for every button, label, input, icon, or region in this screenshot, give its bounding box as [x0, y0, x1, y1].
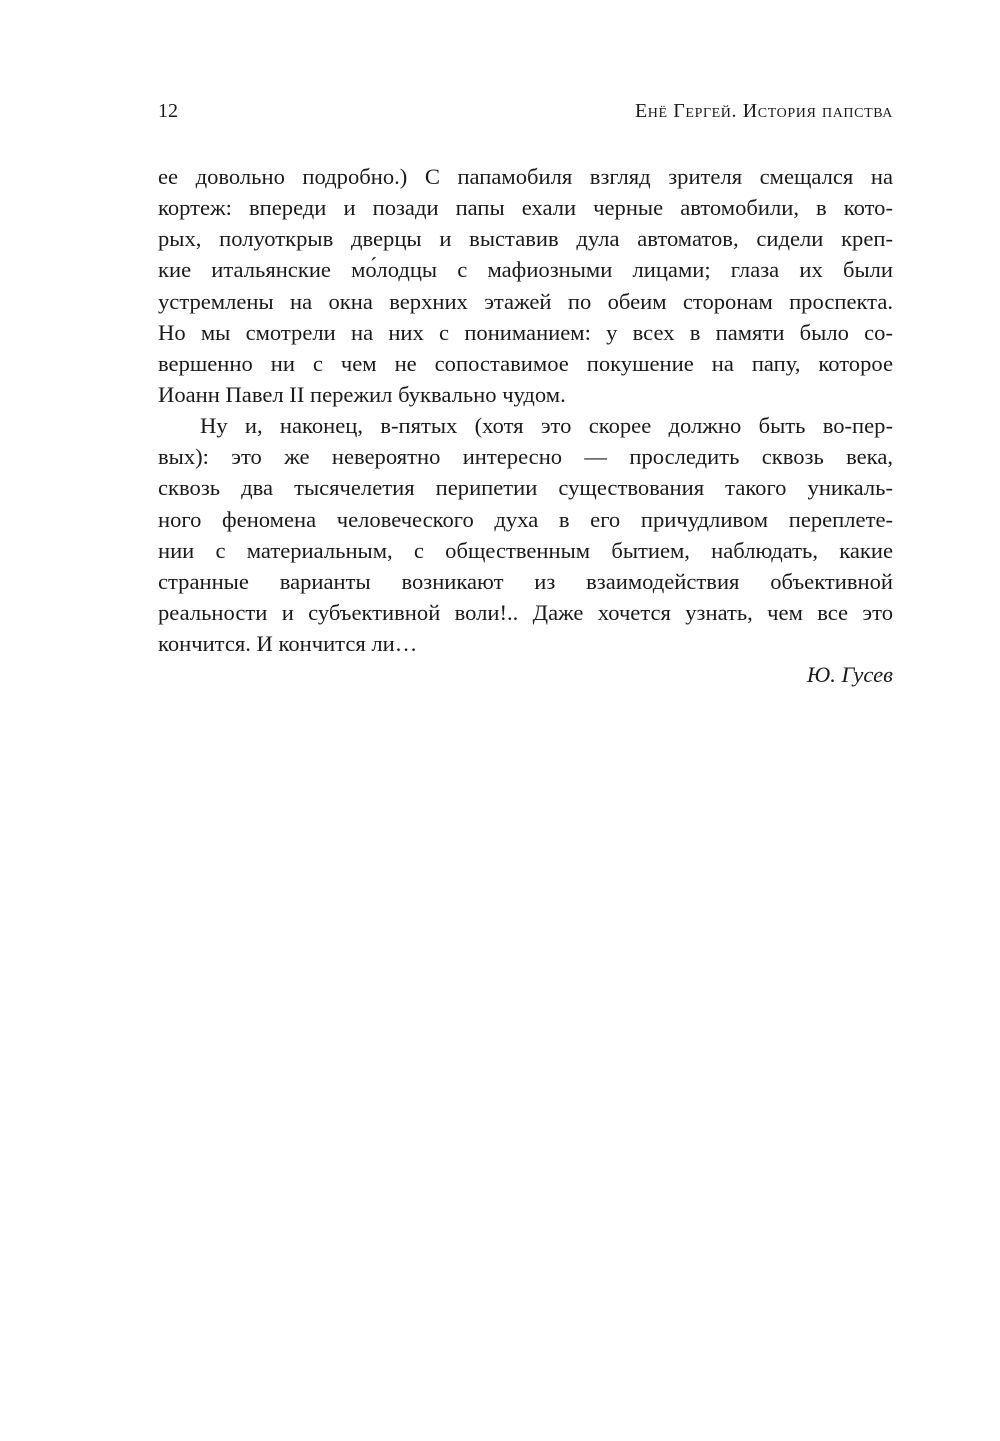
text-line: ного феномена человеческого духа в его причудливом переплете-: [158, 506, 893, 532]
page-header: [158, 100, 893, 130]
text-line: сквозь два тысячелетия перипетии существования такого уникаль-: [158, 475, 893, 501]
paragraph: [158, 410, 893, 659]
text-line: кортеж: впереди и позади папы ехали черные автомобили, в кото-: [158, 195, 893, 221]
author-signature: Ю. Гусев: [806, 662, 893, 688]
body-text: [158, 161, 893, 690]
paragraph: [158, 161, 893, 410]
text-line: странные варианты возникают из взаимодействия объективной: [158, 568, 893, 594]
text-line: Ну и, наконец, в-пятых (хотя это скорее должно быть во-пер-: [200, 413, 893, 439]
running-head: Енё Гергей. История папства: [634, 100, 893, 122]
text-line: реальности и субъективной воли!.. Даже хочется узнать, чем все это: [158, 599, 893, 625]
page-number: 12: [158, 100, 178, 122]
text-line: вершенно ни с чем не сопоставимое покушение на папу, которое: [158, 350, 893, 376]
text-line: ее довольно подробно.) С папамобиля взгляд зрителя смещался на: [158, 164, 893, 189]
text-line: устремлены на окна верхних этажей по обеим сторонам проспекта.: [158, 288, 893, 314]
text-line: кие итальянские мо́лодцы с мафиозными лицами; глаза их были: [158, 257, 893, 283]
text-line: рых, полуоткрыв дверцы и выставив дула автоматов, сидели креп-: [158, 226, 893, 252]
text-line: вых): это же невероятно интересно — проследить сквозь века,: [158, 444, 893, 470]
text-line: нии с материальным, с общественным бытием, наблюдать, какие: [158, 537, 893, 563]
text-line: Но мы смотрели на них с пониманием: у всех в памяти было со-: [158, 319, 893, 345]
text-line: кончится. И кончится ли…: [158, 631, 418, 657]
text-line: Иоанн Павел II пережил буквально чудом.: [158, 381, 566, 407]
